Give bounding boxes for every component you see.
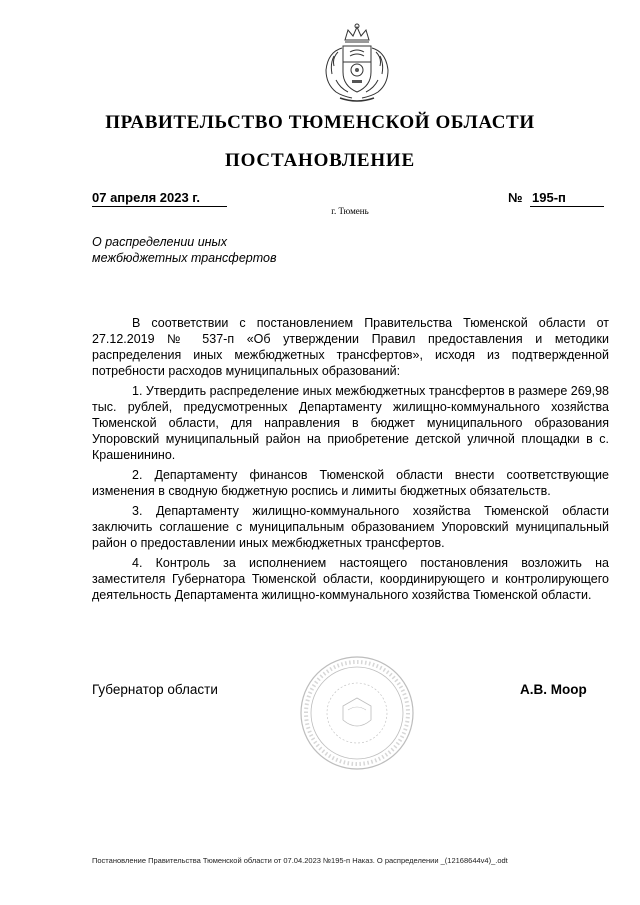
body-paragraph-2: 2. Департаменту финансов Тюменской области внести соответствующие изменения в сводную бюджетную роспись и лимиты бюджетных обязательств. [92, 468, 609, 498]
city: г. Тюмень [331, 206, 369, 216]
number-label: № [508, 190, 523, 205]
body-paragraph-4: 4. Контроль за исполнением настоящего постановления возложить на заместителя Губернатора Тюменской области, координирующего и контролирующего деятельность Департамента жилищно-коммунального хозяйства Тюменской области. [92, 556, 609, 602]
number-field [530, 190, 604, 207]
subject-line-1: О распределении иных [92, 235, 227, 249]
document-footer: Постановление Правительства Тюменской области от 07.04.2023 №195-п Наказ. О распределении _(12168644v4)_.odt [92, 856, 508, 865]
signatory-name: А.В. Моор [520, 682, 587, 697]
subject-line-2: межбюджетных трансфертов [92, 251, 277, 265]
coat-of-arms-icon [312, 22, 402, 106]
official-seal-icon [298, 654, 416, 772]
body-paragraph-3: 3. Департаменту жилищно-коммунального хозяйства Тюменской области заключить соглашение с муниципальным образованием Упоровский муниципальный район о предоставлении иных межбюджетных трансфертов. [92, 504, 609, 550]
document-subject [92, 234, 322, 266]
signatory-position: Губернатор области [92, 682, 218, 697]
document-type-title: ПОСТАНОВЛЕНИЕ [225, 150, 415, 171]
document-number: 195-п [532, 190, 566, 205]
body-paragraph-1: 1. Утвердить распределение иных межбюджетных трансфертов в размере 269,98 тыс. рублей, предусмотренных Департаменту жилищно-коммунального хозяйства Тюменской области, для направления в бюджет муниципального образования Упоровский муниципальный район на приобретение детской уличной площадки в с. Крашенинино. [92, 384, 610, 462]
government-title: ПРАВИТЕЛЬСТВО ТЮМЕНСКОЙ ОБЛАСТИ [105, 112, 535, 133]
document-body [92, 315, 609, 607]
document-date: 07 апреля 2023 г. [92, 190, 201, 205]
body-paragraph-preamble: В соответствии с постановлением Правительства Тюменской области от 27.12.2019 № 537-п «Об утверждении Правил предоставления и методики распределения иных межбюджетных трансфертов», исходя из подтвержденной потребности расходов муниципальных образований: [92, 316, 609, 378]
date-field [92, 190, 227, 207]
